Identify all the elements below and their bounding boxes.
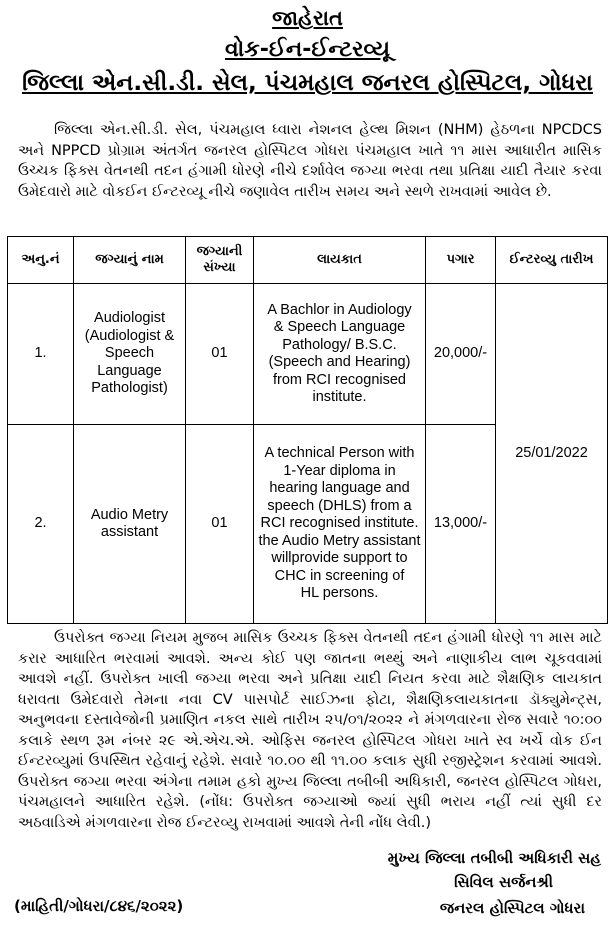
signatory-title: મુખ્ય જિલ્લા તબીબી અધિકારી સહ [387, 849, 601, 867]
cell-post-name: Audio Metry assistant [74, 425, 186, 624]
cell-qualification: A Bachlor in Audiology & Speech Language Pathology/ B.S.C. (Speech and Hearing) from RCI recognised institute. [254, 284, 426, 425]
header-post-name: જગ્યાનું નામ [74, 237, 186, 284]
signatory-office: જનરલ હોસ્પિટલ ગોધરા [439, 899, 585, 917]
table-row [8, 284, 608, 425]
cell-qualification: A technical Person with 1-Year diploma in hearing language and speech (DHLS) from a RCI recognised institute. the Audio Metry assistant willprovide support to CHC in screening of HL persons. [254, 425, 426, 624]
header-post-count: જગ્યાની સંખ્યા [186, 237, 254, 284]
table-header-row [8, 237, 608, 284]
header-qualification: લાયકાત [254, 237, 426, 284]
terms-paragraph: ઉપરોક્ત જગ્યા નિયમ મુજબ માસિક ઉચ્ચક ફિક્સ વેતનથી તદન હંગામી ધોરણે ૧૧ માસ માટે કરાર આધારિત ભરવામાં આવશે. અન્ય કોઈ પણ જાતના ભથ્થું અને નાણાકીય લાભ ચૂકવવામાં આવશે નહીં. ઉપરોક્ત ખાલી જગ્યા ભરવા અને પ્રતિક્ષા યાદી નિયત કરવા માટે શૈક્ષણિક લાયકાત ધરાવતા ઉમેદવારો તેમના નવા CV પાસપોર્ટ સાઈઝના ફોટા, શૈક્ષણિકલાયકાતના ડૉક્યુમેન્ટ્સ, અનુભવના દસ્તાવેજોની પ્રમાણિત નકલ સાથે તારીખ ૨૫/૦૧/૨૦૨૨ ને મંગળવારના રોજ સવારે ૧૦:૦૦ કલાકે સ્થળ રૂમ નંબર ૨૯ એ.એચ.એ. ઓફિસ જનરલ હોસ્પિટલ ગોધરા ખાતે સ્વ ખર્ચે વોક ઈન ઈન્ટરવ્યુમાં ઉપસ્થિત રહેવાનું રહેશે. સવારે ૧૦.૦૦ થી ૧૧.૦૦ કલાક સુધી રજીસ્ટ્રેશન કરવામાં આવશે. ઉપરોક્ત જગ્યા ભરવા અંગેના તમામ હકો મુખ્ય જિલ્લા તબીબી અધિકારી, જનરલ હોસ્પિટલ ગોધરા, પંચમહાલને આધારિત રહેશે. (નોંધ: ઉપરોક્ત જગ્યાઓ જ્યાં સુધી ભરાય નહીં ત્યાં સુધી દર અઠવાડિએ મંગળવારના રોજ ઈન્ટરવ્યુ રાખવામાં આવશે તેની નોંધ લેવી.) [18, 630, 602, 831]
signatory-designation: સિવિલ સર્જનશ્રી [454, 873, 553, 891]
header-interview-date: ઈન્ટરવ્યુ તારીખ [496, 237, 608, 284]
cell-salary: 20,000/- [426, 284, 496, 425]
cell-post-count: 01 [186, 284, 254, 425]
cell-sr-no: 1. [8, 284, 74, 425]
cell-salary: 13,000/- [426, 425, 496, 624]
heading-office: જિલ્લા એન.સી.ડી. સેલ, પંચમહાલ જનરલ હોસ્પિટલ, ગોધરા [22, 70, 593, 96]
header-salary: પગાર [426, 237, 496, 284]
cell-post-count: 01 [186, 425, 254, 624]
cell-interview-date: 25/01/2022 [496, 284, 608, 624]
header-sr-no: અનુ.નં [8, 237, 74, 284]
heading-walk-in-interview: વોક-ઈન-ઈન્ટરવ્યૂ [224, 37, 391, 62]
posts-table [7, 236, 608, 624]
heading-notice: જાહેરાત [272, 6, 343, 30]
intro-paragraph: જિલ્લા એન.સી.ડી. સેલ, પંચમહાલ ધ્વારા નેશનલ હેલ્થ મિશન (NHM) હેઠળના NPCDCS અને NPPCD પ્રોગ્રામ અંતર્ગત જનરલ હોસ્પિટલ ગોધરા પંચમહાલ ખાતે ૧૧ માસ આધારીત માસિક ઉચ્ચક ફિક્સ વેતનથી તદન હંગામી ધોરણે નીચે દર્શાવેલ જગ્યા ભરવા તથા પ્રતિક્ષા યાદી તૈયાર કરવા ઉમેદવારો માટે વોકઈન ઈન્ટરવ્યૂ નીચે જણાવેલ તારીખ સમય અને સ્થળે રાખવામાં આવેલ છે. [18, 122, 602, 200]
reference-number: (માહિતી/ગોધરા/૮૪૬/૨૦૨૨) [14, 897, 184, 915]
cell-post-name: Audiologist (Audiologist & Speech Language Pathologist) [74, 284, 186, 425]
cell-sr-no: 2. [8, 425, 74, 624]
